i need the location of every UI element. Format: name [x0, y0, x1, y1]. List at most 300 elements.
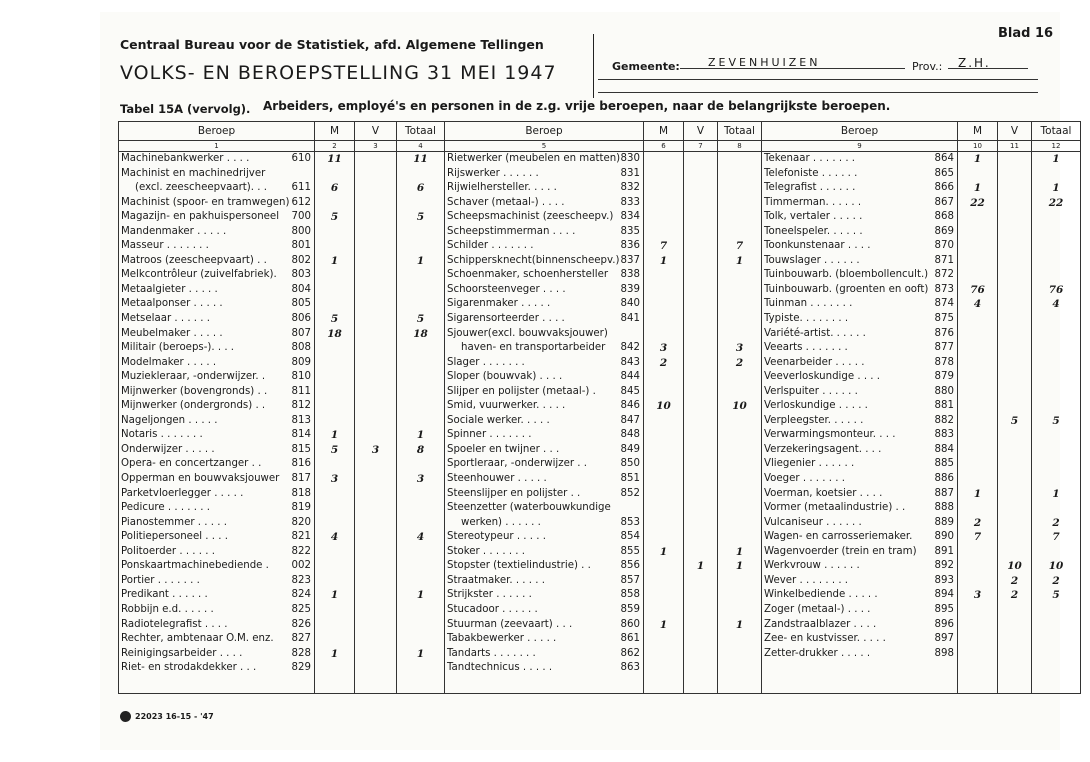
- col-number: 8: [718, 141, 762, 152]
- gemeente-value: ZEVENHUIZEN: [708, 56, 821, 69]
- col-number: 4: [397, 141, 445, 152]
- occupation-row: [445, 167, 643, 182]
- male-count: 1: [330, 429, 339, 442]
- occupation-name: Tabakbewerker . . . . .: [447, 633, 557, 645]
- male-count: [644, 516, 683, 531]
- male-count: [958, 370, 997, 385]
- female-count: [684, 516, 717, 531]
- occupation-row: [119, 530, 314, 545]
- total-count: [1032, 254, 1080, 269]
- occupation-name: Verpleegster. . . . . .: [764, 414, 864, 426]
- male-count: [958, 501, 997, 516]
- total-count: [1032, 399, 1080, 414]
- male-count: [315, 225, 354, 240]
- occupation-code: 842: [620, 342, 640, 354]
- col-number: 9: [762, 141, 958, 152]
- occupation-code: 887: [934, 487, 954, 499]
- male-count: [644, 312, 683, 327]
- occupation-name: Vormer (metaalindustrie) . .: [764, 502, 906, 514]
- occupation-row: [445, 341, 643, 356]
- female-count: [355, 618, 396, 633]
- female-count: [355, 559, 396, 574]
- male-count: [315, 618, 354, 633]
- occupation-code: 846: [620, 400, 640, 412]
- total-count: [397, 487, 444, 502]
- occupation-code: 855: [620, 545, 640, 557]
- occupation-code: 811: [291, 385, 311, 397]
- female-count: [355, 414, 396, 429]
- occupation-name: Spinner . . . . . . .: [447, 429, 532, 441]
- male-count: 1: [330, 647, 339, 660]
- col-number: 10: [958, 141, 998, 152]
- occupation-code: 858: [620, 589, 640, 601]
- total-count: [718, 588, 761, 603]
- male-count: 5: [330, 211, 339, 224]
- occupation-name: Machinebankwerker . . . .: [121, 153, 250, 164]
- occupation-code: 822: [291, 545, 311, 557]
- occupation-name: Notaris . . . . . . .: [121, 429, 203, 441]
- female-count: [998, 457, 1031, 472]
- female-count: [684, 385, 717, 400]
- occupation-name: Tolk, vertaler . . . . .: [764, 211, 863, 223]
- table-title: Tabel 15A (vervolg).: [120, 102, 251, 116]
- total-count: [718, 196, 761, 211]
- occupation-code: 815: [291, 443, 311, 455]
- occupation-row: [119, 152, 314, 167]
- total-count: 5: [1052, 589, 1060, 602]
- occupation-code: 863: [620, 662, 640, 674]
- female-count: [684, 341, 717, 356]
- total-count: [397, 239, 444, 254]
- total-count: [397, 545, 444, 560]
- total-count: 4: [416, 531, 425, 544]
- female-count: [355, 239, 396, 254]
- occupation-name: Machinist (spoor- en tramwegen): [121, 196, 290, 208]
- male-count: [644, 167, 683, 182]
- occupation-code: 840: [620, 298, 640, 310]
- male-count: [958, 472, 997, 487]
- male-count: [315, 167, 354, 182]
- occupation-name: Stucadoor . . . . . .: [447, 603, 538, 615]
- female-count: [684, 530, 717, 545]
- col-v-3: V: [998, 122, 1032, 141]
- occupation-name: Politoerder . . . . . .: [121, 545, 215, 557]
- female-count: [355, 428, 396, 443]
- occupation-code: 837: [620, 254, 640, 266]
- occupation-row: [119, 225, 314, 240]
- occupation-row: [445, 574, 643, 589]
- occupation-name: Spoeler en twijner . . .: [447, 443, 560, 455]
- male-count: [315, 559, 354, 574]
- male-count: 1: [330, 254, 339, 267]
- total-count: [718, 268, 761, 283]
- female-count: [998, 283, 1031, 298]
- col-v-1: V: [355, 122, 397, 141]
- female-count: [355, 603, 396, 618]
- male-count: [315, 661, 354, 676]
- occupation-row: [762, 545, 957, 560]
- total-count: 1: [735, 254, 744, 267]
- total-count: [397, 399, 444, 414]
- occupation-name: haven- en transportarbeider: [461, 342, 606, 354]
- occupation-code: 860: [620, 618, 640, 630]
- male-count: [644, 210, 683, 225]
- occupation-row: [119, 487, 314, 502]
- total-count: 1: [416, 647, 425, 660]
- total-count: [397, 603, 444, 618]
- occupation-code: 881: [934, 400, 954, 412]
- female-count: [684, 428, 717, 443]
- occupation-row: [119, 167, 314, 182]
- female-count: [998, 428, 1031, 443]
- total-count: [718, 210, 761, 225]
- occupation-code: 893: [934, 574, 954, 586]
- male-count: 1: [973, 182, 982, 195]
- female-count: [684, 588, 717, 603]
- occupation-name: Schaver (metaal-) . . . .: [447, 196, 565, 208]
- male-count: [644, 472, 683, 487]
- male-count: [644, 152, 683, 167]
- female-count: [355, 196, 396, 211]
- female-count: [684, 618, 717, 633]
- occupation-name: Touwslager . . . . . .: [764, 254, 860, 266]
- total-count: [718, 297, 761, 312]
- total-count: [1032, 341, 1080, 356]
- occupation-name: Tuinman . . . . . . .: [764, 298, 853, 310]
- female-count: 3: [371, 443, 380, 456]
- occupation-code: 826: [291, 618, 311, 630]
- occupation-row: [762, 472, 957, 487]
- occupation-code: 866: [934, 182, 954, 194]
- occupation-row: [762, 428, 957, 443]
- female-count: [684, 661, 717, 676]
- total-count: [397, 167, 444, 182]
- male-count: [958, 443, 997, 458]
- total-count: [1032, 457, 1080, 472]
- occupation-code: 854: [620, 531, 640, 543]
- female-count: [998, 399, 1031, 414]
- occupation-row: [445, 545, 643, 560]
- total-count: [1032, 327, 1080, 342]
- female-count: [355, 283, 396, 298]
- male-count: [958, 385, 997, 400]
- occupation-name: Zandstraalblazer . . . .: [764, 618, 877, 630]
- total-count: 1: [416, 589, 425, 602]
- occupation-code: 820: [291, 516, 311, 528]
- occupation-row: [119, 210, 314, 225]
- female-count: [684, 370, 717, 385]
- occupation-code: 818: [291, 487, 311, 499]
- occupation-name: Vulcaniseur . . . . . .: [764, 516, 862, 528]
- occupation-code: 875: [934, 313, 954, 325]
- occupation-code: 867: [934, 196, 954, 208]
- occupation-name: Zetter-drukker . . . . .: [764, 647, 871, 659]
- female-count: [684, 399, 717, 414]
- total-count: [397, 356, 444, 371]
- male-count: [644, 487, 683, 502]
- male-count: [644, 661, 683, 676]
- occupation-row: [119, 516, 314, 531]
- male-count: [315, 399, 354, 414]
- occupation-name: Zee- en kustvisser. . . . .: [764, 633, 886, 645]
- occupation-code: 806: [291, 313, 311, 325]
- male-count: [644, 647, 683, 662]
- occupation-code: 844: [620, 371, 640, 383]
- occupation-code: 839: [620, 283, 640, 295]
- occupation-name: Rechter, ambtenaar O.M. enz.: [121, 633, 274, 645]
- table-subtitle: Arbeiders, employé's en personen in de z.g. vrije beroepen, naar de belangrijkste beroepen.: [263, 99, 891, 113]
- occupation-name: Metaalponser . . . . .: [121, 298, 223, 310]
- occupation-name: Melkcontrôleur (zuivelfabriek).: [121, 269, 277, 281]
- total-count: [397, 196, 444, 211]
- total-count: 1: [416, 254, 425, 267]
- occupation-name: Toneelspeler. . . . . .: [764, 225, 863, 237]
- body-row: [119, 152, 1081, 694]
- occupation-code: 848: [620, 429, 640, 441]
- occupation-code: 611: [291, 182, 311, 194]
- female-count: [684, 181, 717, 196]
- occupation-code: 805: [291, 298, 311, 310]
- total-count: [1032, 443, 1080, 458]
- occupation-name: Mandenmaker . . . . .: [121, 225, 227, 237]
- occupation-name: Tandarts . . . . . . .: [447, 647, 536, 659]
- female-count: [998, 632, 1031, 647]
- male-count: [315, 545, 354, 560]
- occupation-code: 812: [291, 400, 311, 412]
- occupation-row: [762, 443, 957, 458]
- occupation-name: Voerman, koetsier . . . .: [764, 487, 883, 499]
- occupation-code: 809: [291, 356, 311, 368]
- occupation-code: 879: [934, 371, 954, 383]
- sheet-number: Blad 16: [998, 26, 1054, 41]
- total-count: [1032, 428, 1080, 443]
- occupation-name: Portier . . . . . . .: [121, 574, 200, 586]
- occupation-row: [762, 516, 957, 531]
- total-count: [718, 312, 761, 327]
- occupation-row: [762, 210, 957, 225]
- total-count: 7: [735, 240, 744, 253]
- male-count: [644, 297, 683, 312]
- occupation-row: [119, 632, 314, 647]
- occupation-row: [762, 312, 957, 327]
- occupation-row: [119, 618, 314, 633]
- total-count: [397, 457, 444, 472]
- total-count: [718, 487, 761, 502]
- occupation-name: Rijswerker . . . . . .: [447, 167, 539, 179]
- col-number: 7: [684, 141, 718, 152]
- occupation-name: werken) . . . . . .: [461, 516, 541, 528]
- occupation-row: [119, 545, 314, 560]
- occupation-name: Riet- en strodakdekker . . .: [121, 662, 257, 674]
- occupation-code: 897: [934, 633, 954, 645]
- total-count: 5: [1052, 414, 1060, 427]
- female-count: [998, 356, 1031, 371]
- total-count: [718, 661, 761, 676]
- occupation-row: [445, 603, 643, 618]
- female-count: [998, 385, 1031, 400]
- total-count: 1: [735, 545, 744, 558]
- occupation-row: [445, 559, 643, 574]
- male-count: [644, 268, 683, 283]
- total-count: [1032, 385, 1080, 400]
- male-count: [644, 443, 683, 458]
- occupation-code: 871: [934, 254, 954, 266]
- col-beroep-3: Beroep: [762, 122, 958, 141]
- occupation-code: 825: [291, 603, 311, 615]
- total-count: [718, 152, 761, 167]
- occupation-name: Tuinbouwarb. (groenten en ooft): [764, 283, 929, 295]
- male-count: [644, 428, 683, 443]
- male-count: 2: [973, 516, 982, 529]
- col-totaal-2: Totaal: [718, 122, 762, 141]
- occupation-row: [762, 327, 957, 342]
- occupation-row: [445, 239, 643, 254]
- occupation-name: Reinigingsarbeider . . . .: [121, 647, 243, 659]
- female-count: [684, 268, 717, 283]
- female-count: [684, 283, 717, 298]
- total-count: 76: [1048, 283, 1064, 296]
- total-count: [397, 618, 444, 633]
- male-count: 1: [659, 618, 668, 631]
- total-count: [397, 341, 444, 356]
- female-count: [998, 545, 1031, 560]
- total-count: 11: [413, 153, 428, 165]
- female-count: [684, 414, 717, 429]
- male-count: [958, 268, 997, 283]
- occupation-code: 700: [291, 211, 311, 223]
- occupation-name: Veeverloskundige . . . .: [764, 371, 881, 383]
- total-count: [397, 559, 444, 574]
- male-count: [958, 399, 997, 414]
- female-count-list-3: [998, 152, 1031, 661]
- occupation-name: Robbijn e.d. . . . . .: [121, 603, 214, 615]
- male-count: 1: [659, 545, 668, 558]
- female-count: [998, 501, 1031, 516]
- occupation-row: [445, 312, 643, 327]
- male-count: 6: [330, 182, 339, 195]
- male-count: [958, 167, 997, 182]
- occupation-code: 801: [291, 240, 311, 252]
- male-count: 5: [330, 443, 339, 456]
- occupation-code: 845: [620, 385, 640, 397]
- male-count: [644, 414, 683, 429]
- occupation-row: [119, 268, 314, 283]
- occupation-row: [762, 414, 957, 429]
- total-count: 10: [1048, 560, 1064, 573]
- occupation-code: 808: [291, 342, 311, 354]
- male-count: [958, 210, 997, 225]
- total-count: [718, 603, 761, 618]
- female-count: [998, 487, 1031, 502]
- occupation-row: [445, 181, 643, 196]
- occupation-row: [762, 647, 957, 662]
- occupation-name: Verloskundige . . . . .: [764, 400, 868, 412]
- total-count: [718, 647, 761, 662]
- occupation-name: Stereotypeur . . . . .: [447, 531, 546, 543]
- male-count: [315, 632, 354, 647]
- total-count: [718, 414, 761, 429]
- gemeente-label: Gemeente:: [612, 60, 680, 73]
- female-count: [684, 457, 717, 472]
- male-count: [315, 487, 354, 502]
- occupation-row: [119, 501, 314, 516]
- total-count: 2: [735, 356, 744, 369]
- total-count: 2: [1052, 516, 1060, 529]
- female-count: [998, 181, 1031, 196]
- occupation-code: 827: [291, 633, 311, 645]
- occupation-row: [762, 588, 957, 603]
- occupation-row: [445, 254, 643, 269]
- male-count: [315, 516, 354, 531]
- male-count: [958, 632, 997, 647]
- male-count: [958, 545, 997, 560]
- female-count: [998, 530, 1031, 545]
- total-count: [718, 181, 761, 196]
- occupation-code: 892: [934, 560, 954, 572]
- male-count: [315, 356, 354, 371]
- male-count: [958, 618, 997, 633]
- occupation-name: Stuurman (zeevaart) . . .: [447, 618, 573, 630]
- occupation-row: [762, 239, 957, 254]
- female-count: [355, 356, 396, 371]
- total-count: [397, 225, 444, 240]
- occupation-row: [445, 414, 643, 429]
- header-row: [119, 122, 1081, 141]
- occupation-row: [762, 501, 957, 516]
- occupation-row: [762, 152, 957, 167]
- male-count: [958, 239, 997, 254]
- female-count: [998, 370, 1031, 385]
- female-count: [998, 443, 1031, 458]
- occupation-code: 898: [934, 647, 954, 659]
- occupation-code: 868: [934, 211, 954, 223]
- occupation-name: Meubelmaker . . . . .: [121, 327, 223, 339]
- female-count: [684, 152, 717, 167]
- male-count: [315, 385, 354, 400]
- female-count: [684, 603, 717, 618]
- occupation-name: Sjouwer(excl. bouwvaksjouwer): [447, 327, 608, 339]
- occupation-name: Scheepsmachinist (zeescheepv.): [447, 211, 614, 223]
- male-count: [315, 341, 354, 356]
- col-number: 12: [1032, 141, 1081, 152]
- occupation-row: [445, 268, 643, 283]
- occupation-row: [762, 370, 957, 385]
- occupation-name: Telegrafist . . . . . .: [764, 182, 856, 194]
- total-count: 3: [735, 342, 744, 355]
- female-count: [684, 239, 717, 254]
- female-count: [998, 341, 1031, 356]
- occupation-code: 834: [620, 211, 640, 223]
- col-totaal-1: Totaal: [397, 122, 445, 141]
- total-count: [1032, 632, 1080, 647]
- female-count: [355, 632, 396, 647]
- female-count: [998, 167, 1031, 182]
- occupation-code: 810: [291, 371, 311, 383]
- total-count: [1032, 472, 1080, 487]
- occupation-row: [762, 297, 957, 312]
- female-count: [998, 152, 1031, 167]
- total-count: [718, 501, 761, 516]
- occupation-code: 883: [934, 429, 954, 441]
- occupation-name: Predikant . . . . . .: [121, 589, 208, 601]
- col-v-2: V: [684, 122, 718, 141]
- male-count: [644, 588, 683, 603]
- male-count: 7: [659, 240, 668, 253]
- occupation-name: Rietwerker (meubelen en matten): [447, 153, 621, 164]
- occupation-row: [119, 327, 314, 342]
- occupation-name: Sloper (bouwvak) . . . .: [447, 371, 563, 383]
- occupation-name: Schippersknecht(binnenscheepv.): [447, 254, 620, 266]
